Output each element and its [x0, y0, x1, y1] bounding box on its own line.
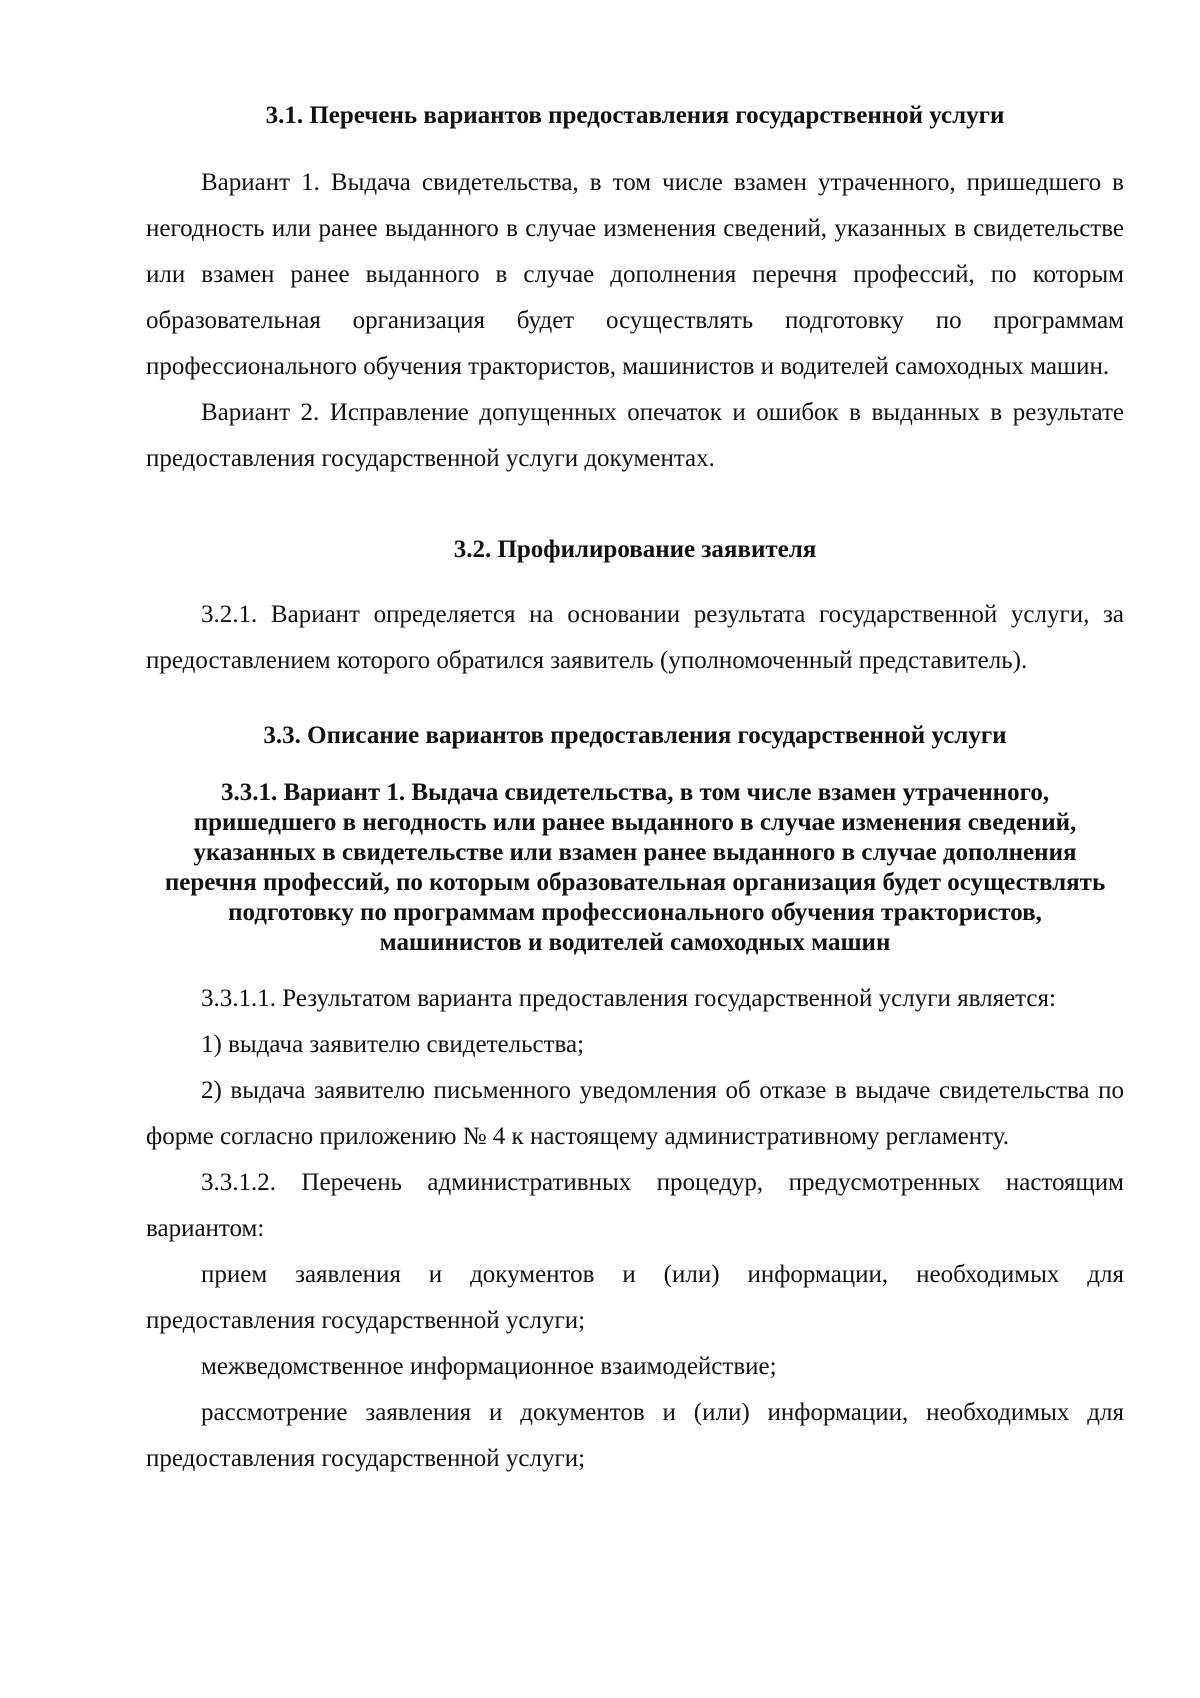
paragraph-3-3-1-2: 3.3.1.2. Перечень административных процедур, предусмотренных настоящим вариантом: [146, 1169, 1124, 1242]
procedure-item-1: прием заявления и документов и (или) информации, необходимых для предоставления государственной услуги; [146, 1261, 1124, 1334]
variant-2-paragraph: Вариант 2. Исправление допущенных опечаток и ошибок в выданных в результате предоставления государственной услуги документах. [146, 399, 1124, 472]
variant-1-paragraph: Вариант 1. Выдача свидетельства, в том числе взамен утраченного, пришедшего в негодность или ранее выданного в случае изменения сведений, указанных в свидетельстве или взамен ранее выданного в случае дополнения перечня профессий, по которым образовательная организация будет осуществлять подготовку по программам профессионального обучения трактористов, машинистов и водителей самоходных машин. [146, 169, 1124, 380]
section-3-2-title: 3.2. Профилирование заявителя [453, 536, 817, 563]
procedure-item-3: рассмотрение заявления и документов и (или) информации, необходимых для предоставления государственной услуги; [146, 1399, 1124, 1472]
result-item-1: 1) выдача заявителю свидетельства; [201, 1031, 585, 1058]
section-3-3-1-subtitle: 3.3.1. Вариант 1. Выдача свидетельства, в том числе взамен утраченного, пришедшего в негодность или ранее выданного в случае изменения сведений, указанных в свидетельстве или взамен ранее выданного в случае дополнения перечня профессий, по которым образовательная организация будет осуществлять подготовку по программам профессионального обучения трактористов, машинистов и водителей самоходных машин [164, 779, 1106, 956]
paragraph-3-2-1: 3.2.1. Вариант определяется на основании результата государственной услуги, за предоставлением которого обратился заявитель (уполномоченный представитель). [146, 601, 1124, 674]
paragraph-3-3-1-1: 3.3.1.1. Результатом варианта предоставления государственной услуги является: [201, 985, 1056, 1012]
section-3-3-title: 3.3. Описание вариантов предоставления государственной услуги [263, 722, 1007, 749]
document-page [146, 100, 1124, 1482]
section-3-1-title: 3.1. Перечень вариантов предоставления государственной услуги [265, 102, 1005, 129]
procedure-item-2: межведомственное информационное взаимодействие; [201, 1353, 777, 1380]
result-item-2: 2) выдача заявителю письменного уведомления об отказе в выдаче свидетельства по форме согласно приложению № 4 к настоящему административному регламенту. [146, 1077, 1124, 1150]
